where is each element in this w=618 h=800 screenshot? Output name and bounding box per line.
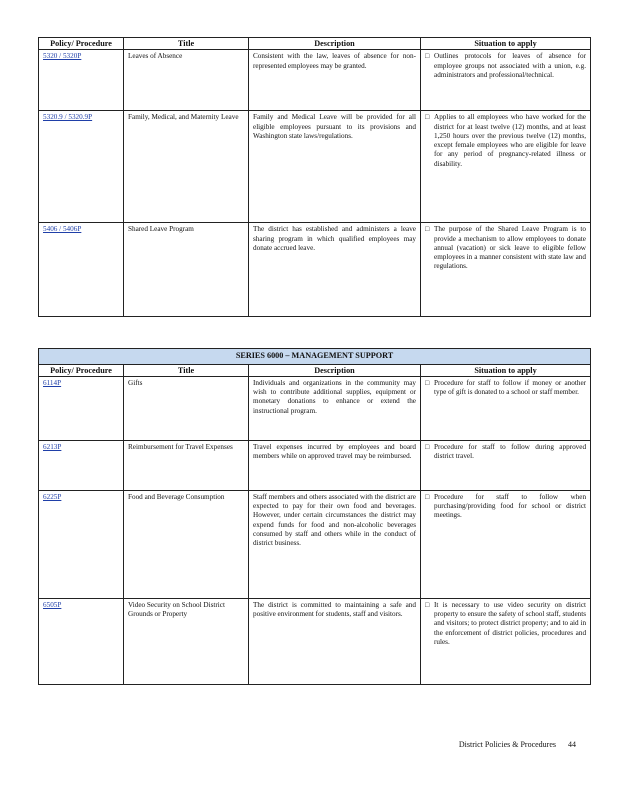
table-row <box>39 440 591 490</box>
policy-link-6505[interactable]: 6505P <box>43 600 62 609</box>
policy-link-5320-9[interactable]: 5320.9 / 5320.9P <box>43 113 93 122</box>
policy-title: Leaves of Absence <box>124 50 249 111</box>
column-header-policy: Policy/ Procedure <box>39 38 124 50</box>
policy-description: Individuals and organizations in the community may wish to contribute additional supplies, equipment or monetary donations to enhance or extend the instructional program. <box>249 376 421 440</box>
column-header-title: Title <box>124 364 249 376</box>
policy-situation: The purpose of the Shared Leave Program is to provide a mechanism to allow employees to donate annual (vacation) or sick leave to eligible fellow employees in a manner consistent with state law and regulations. <box>434 225 586 271</box>
table-row <box>39 50 591 111</box>
policy-description: Travel expenses incurred by employees and board members while on approved travel may be reimbursed. <box>249 440 421 490</box>
policy-title: Food and Beverage Consumption <box>124 490 249 598</box>
policy-description: Consistent with the law, leaves of absence for non-represented employees may be granted. <box>249 50 421 111</box>
checkbox-bullet-icon: □ <box>425 492 430 501</box>
policy-title: Gifts <box>124 376 249 440</box>
policy-description: The district has established and administers a leave sharing program in which qualified employees may donate accrued leave. <box>249 223 421 317</box>
table-row <box>39 223 591 317</box>
column-header-title: Title <box>124 38 249 50</box>
policy-description: Family and Medical Leave will be provided for all eligible employees pursuant to its provisions and Washington state laws/regulations. <box>249 111 421 223</box>
column-header-description: Description <box>249 38 421 50</box>
policy-description: The district is committed to maintaining a safe and positive environment for students, staff and visitors. <box>249 598 421 684</box>
policy-link-5320[interactable]: 5320 / 5320P <box>43 52 82 61</box>
page-number: 44 <box>568 740 576 749</box>
checkbox-bullet-icon: □ <box>425 378 430 387</box>
policy-link-6225[interactable]: 6225P <box>43 492 62 501</box>
policy-link-6114[interactable]: 6114P <box>43 378 62 387</box>
table-row <box>39 111 591 223</box>
footer-text: District Policies & Procedures <box>458 740 556 749</box>
policy-situation: Procedure for staff to follow during approved district travel. <box>434 442 587 461</box>
series-heading: SERIES 6000 – MANAGEMENT SUPPORT <box>39 349 591 365</box>
series-heading-row <box>39 349 591 365</box>
policy-situation: Procedure for staff to follow when purchasing/providing food for school or district meetings. <box>434 492 587 520</box>
column-header-policy: Policy/ Procedure <box>39 364 124 376</box>
checkbox-bullet-icon: □ <box>425 52 430 61</box>
column-header-description: Description <box>249 364 421 376</box>
policy-link-6213[interactable]: 6213P <box>43 442 62 451</box>
column-header-situation: Situation to apply <box>421 364 591 376</box>
policy-title: Family, Medical, and Maternity Leave <box>124 111 249 223</box>
table-header-row <box>39 364 591 376</box>
policy-title: Shared Leave Program <box>124 223 249 317</box>
policy-link-5406[interactable]: 5406 / 5406P <box>43 225 82 234</box>
table-row <box>39 598 591 684</box>
checkbox-bullet-icon: □ <box>425 442 430 451</box>
page-footer <box>449 740 576 749</box>
policy-table-series-5000 <box>38 37 591 317</box>
policy-situation: Outlines protocols for leaves of absence for employee groups not associated with a union, e.g. administrators and professional/technical. <box>434 52 586 79</box>
policy-situation: It is necessary to use video security on district property to ensure the safety of school staff, students and visitors; to protect district property; and to aid in the enforcement of district policies, procedures and rules. <box>434 600 587 646</box>
checkbox-bullet-icon: □ <box>425 225 430 234</box>
column-header-situation: Situation to apply <box>421 38 591 50</box>
policy-title: Reimbursement for Travel Expenses <box>124 440 249 490</box>
policy-description: Staff members and others associated with the district are expected to pay for their own food and beverages. However, under certain circumstances the district may expend funds for food and non-alcoholic beverages consumed by staff and others while in the conduct of district business. <box>249 490 421 598</box>
policy-situation: Applies to all employees who have worked for the district for at least twelve (12) months, and at least 1,250 hours over the previous twelve (12) months, except female employees who are eligible for leave for any period of pregnancy-related illness or disability. <box>434 113 586 168</box>
table-row <box>39 490 591 598</box>
checkbox-bullet-icon: □ <box>425 113 430 122</box>
checkbox-bullet-icon: □ <box>425 600 430 609</box>
policy-situation: Procedure for staff to follow if money or another type of gift is donated to a school or staff member. <box>434 378 587 397</box>
table-header-row <box>39 38 591 50</box>
table-row <box>39 376 591 440</box>
policy-table-series-6000 <box>38 348 591 685</box>
policy-title: Video Security on School District Grounds or Property <box>124 598 249 684</box>
